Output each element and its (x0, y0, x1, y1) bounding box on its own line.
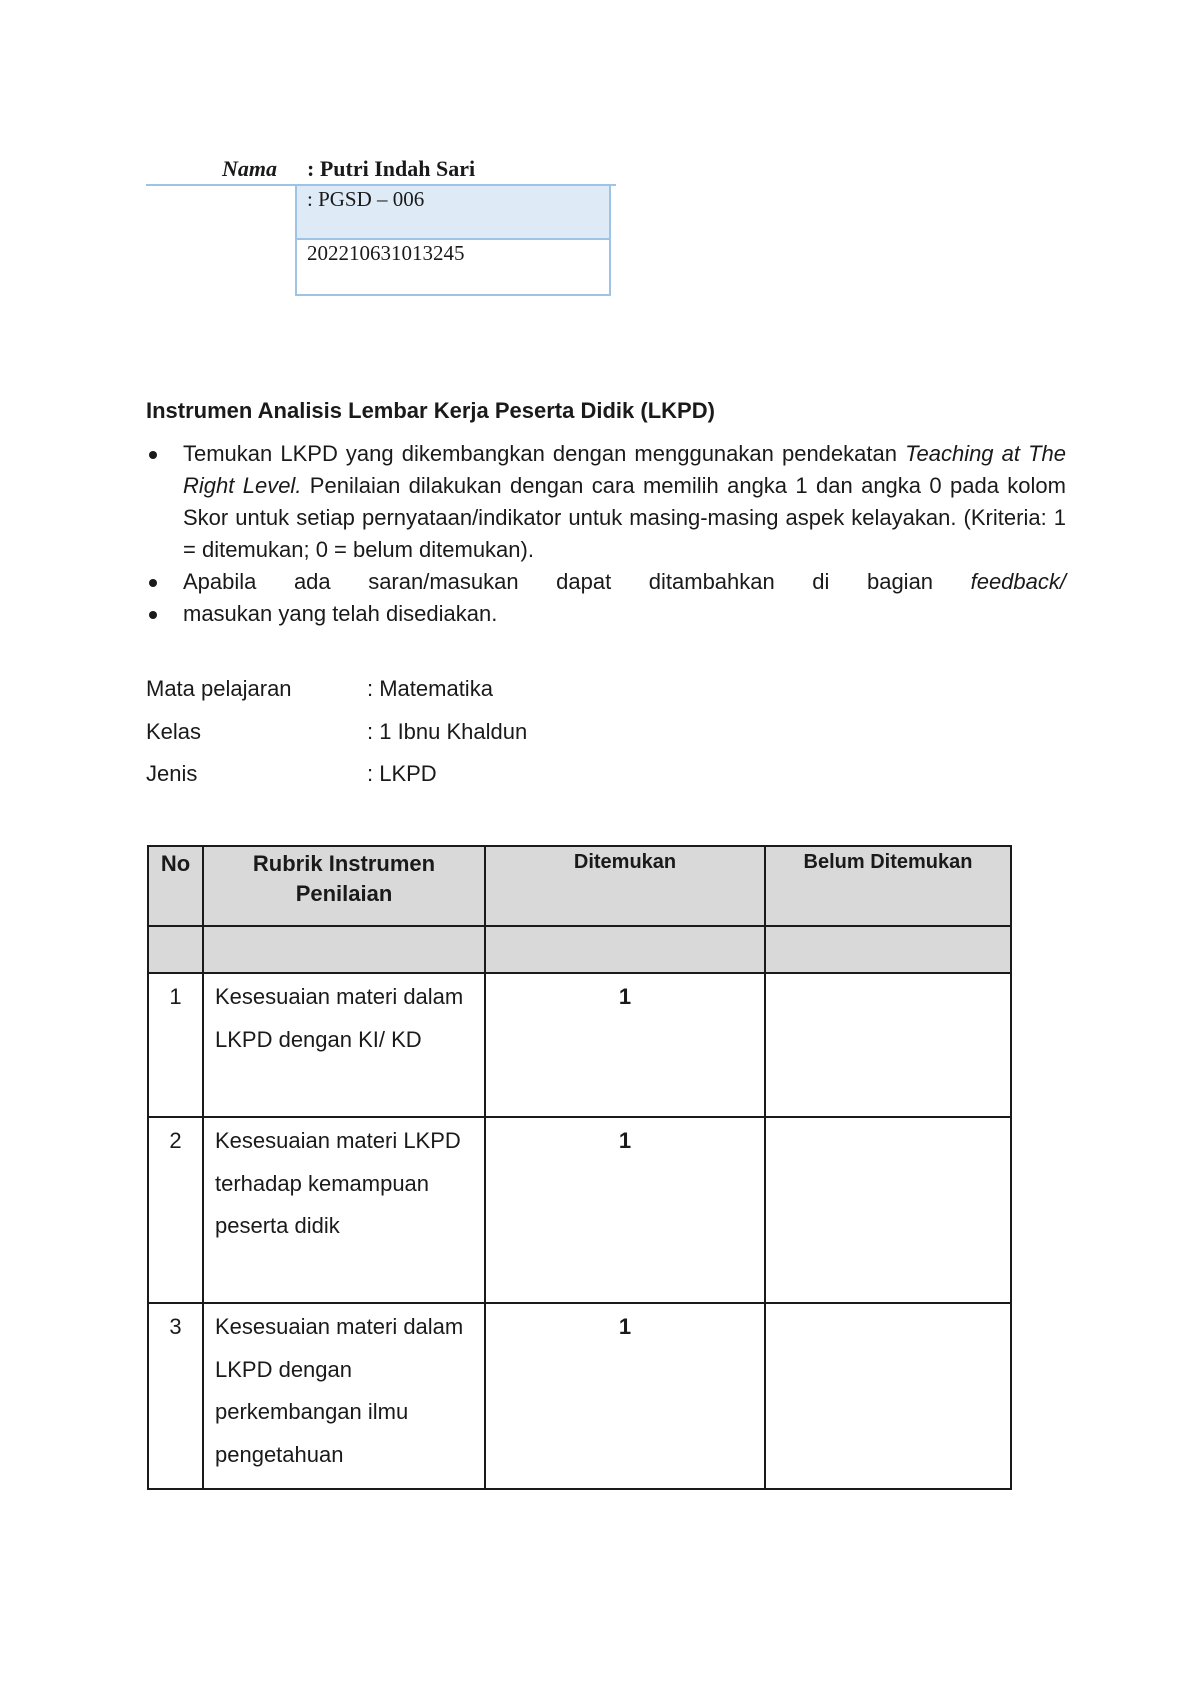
header-ditemukan: Ditemukan (485, 846, 765, 926)
header-spacer-row (148, 926, 1011, 973)
header-belum-ditemukan: Belum Ditemukan (765, 846, 1011, 926)
row-belum-ditemukan (765, 1303, 1011, 1489)
nama-label: Nama (222, 156, 277, 181)
kelas-value: : PGSD – 006 (295, 184, 611, 240)
spacer-cell (203, 926, 485, 973)
spacer-cell (148, 926, 203, 973)
meta-key: Jenis (146, 761, 198, 786)
row-belum-ditemukan (765, 973, 1011, 1117)
instruction-item-2 (146, 566, 1066, 598)
instruction-1-text-a: Temukan LKPD yang dikembangkan dengan menggunakan pendekatan (183, 441, 906, 466)
spacer-cell (765, 926, 1011, 973)
row-criterion: Kesesuaian materi LKPD terhadap kemampuan peserta didik (203, 1117, 485, 1303)
row-no: 3 (148, 1303, 203, 1489)
instruction-list (146, 438, 1066, 630)
row-ditemukan: 1 (485, 1117, 765, 1303)
instruction-item-1 (146, 438, 1066, 566)
header-rubrik: Rubrik Instrumen Penilaian (203, 846, 485, 926)
nama-row (146, 154, 616, 186)
spacer-cell (485, 926, 765, 973)
row-criterion: Kesesuaian materi dalam LKPD dengan perkembangan ilmu pengetahuan (203, 1303, 485, 1489)
nama-value: : Putri Indah Sari (307, 156, 476, 181)
instruction-1-text-b: Penilaian dilakukan dengan cara memilih angka 1 dan angka 0 pada kolom Skor untuk setiap pernyataan/indikator untuk masing-masing aspek kelayakan. (Kriteria: 1 = ditemukan; 0 = belum ditemukan). (183, 473, 1066, 562)
meta-value: : 1 Ibnu Khaldun (367, 718, 528, 744)
rubric-table (147, 845, 1012, 1490)
instruction-2-text-a: Apabila ada saran/masukan dapat ditambahkan di bagian (183, 569, 971, 594)
row-ditemukan: 1 (485, 973, 765, 1117)
row-criterion: Kesesuaian materi dalam LKPD dengan KI/ KD (203, 973, 485, 1117)
instruction-2-text-b: masukan yang telah disediakan. (183, 601, 498, 626)
table-row (148, 1117, 1011, 1303)
meta-value: : Matematika (367, 676, 493, 701)
instruction-item-2-cont (146, 598, 1066, 630)
row-no: 1 (148, 973, 203, 1117)
meta-value: : LKPD (367, 761, 437, 786)
meta-key: Mata pelajaran (146, 676, 292, 701)
instruction-2-emphasis: feedback/ (970, 569, 1066, 594)
row-no: 2 (148, 1117, 203, 1303)
row-belum-ditemukan (765, 1117, 1011, 1303)
row-ditemukan: 1 (485, 1303, 765, 1489)
nim-value: 202210631013245 (295, 240, 611, 296)
table-header-row (148, 846, 1011, 926)
meta-key: Kelas (146, 718, 202, 744)
instruction-1-emphasis: Teaching at The Right Level. (183, 441, 1066, 498)
header-no: No (148, 846, 203, 926)
table-row (148, 973, 1011, 1117)
table-row (148, 1303, 1011, 1489)
instrument-title: Instrumen Analisis Lembar Kerja Peserta Didik (LKPD) (146, 398, 715, 423)
